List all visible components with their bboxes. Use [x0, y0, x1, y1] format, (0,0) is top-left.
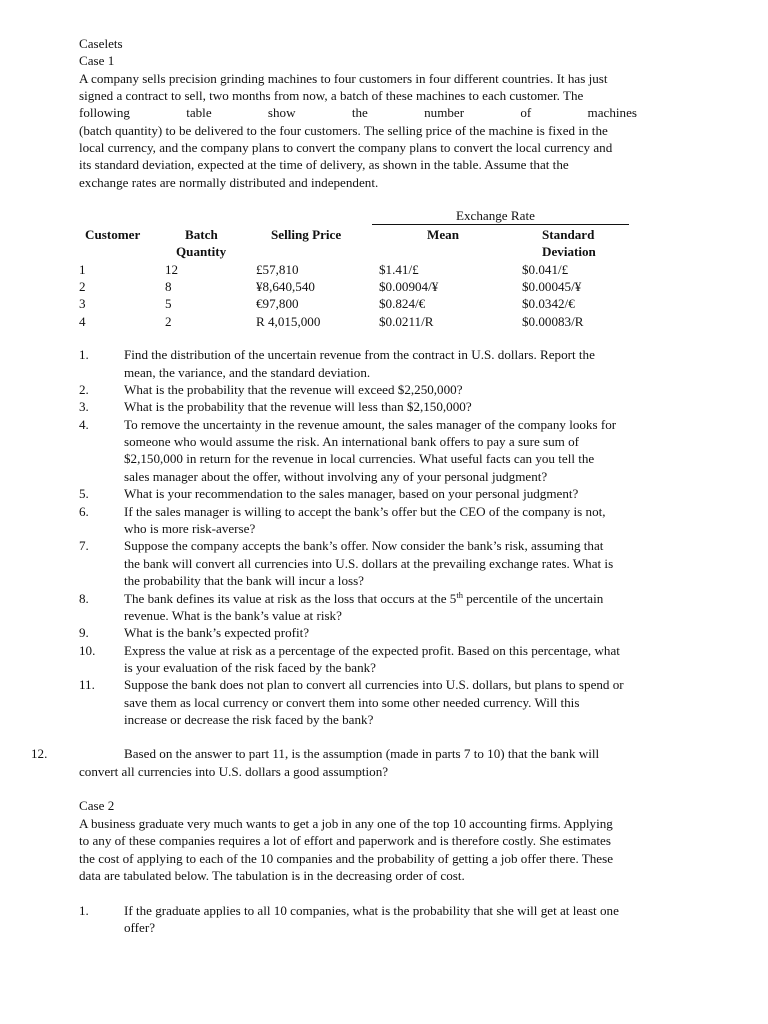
paragraph-line-justified	[79, 104, 637, 121]
question-number: 9.	[79, 625, 89, 640]
question-number: 11.	[79, 677, 95, 692]
question-text: What is the bank’s expected profit?	[124, 625, 310, 640]
question-number: 12.	[31, 746, 48, 761]
paragraph-line: A business graduate very much wants to get a job in any one of the top 10 accounting firms. Applying	[79, 816, 613, 831]
cell-sd: $0.0342/€	[522, 296, 575, 311]
cell-mean: $0.824/€	[379, 296, 426, 311]
column-header-mean: Mean	[427, 227, 459, 242]
column-header-selling-price: Selling Price	[271, 227, 342, 242]
question-text-part: The bank defines its value at risk as the loss that occurs at the 5	[124, 591, 457, 606]
paragraph-line: to any of these companies requires a lot of effort and paperwork and is therefore costly. She estimates	[79, 833, 611, 848]
table-group-header: Exchange Rate	[456, 208, 535, 223]
column-header-deviation: Deviation	[542, 244, 596, 259]
word: show	[267, 105, 296, 120]
question-number: 3.	[79, 399, 89, 414]
question-text: What is the probability that the revenue will less than $2,150,000?	[124, 399, 472, 414]
question-text: offer?	[124, 920, 156, 935]
word: table	[186, 105, 212, 120]
column-header-customer: Customer	[85, 227, 141, 242]
cell-batch: 2	[165, 314, 172, 329]
word: machines	[587, 105, 637, 120]
case1-title: Case 1	[79, 53, 115, 68]
question-text	[124, 590, 603, 607]
cell-price: €97,800	[256, 296, 299, 311]
question-text: someone who would assume the risk. An international bank offers to pay a sure sum of	[124, 434, 580, 449]
cell-batch: 5	[165, 296, 172, 311]
cell-price: £57,810	[256, 262, 299, 277]
question-text: is your evaluation of the risk faced by the bank?	[124, 660, 376, 675]
question-number: 10.	[79, 643, 96, 658]
paragraph-line: signed a contract to sell, two months from now, a batch of these machines to each customer. The	[79, 88, 584, 103]
question-text: convert all currencies into U.S. dollars a good assumption?	[79, 764, 389, 779]
cell-sd: $0.00083/R	[522, 314, 584, 329]
cell-sd: $0.041/£	[522, 262, 569, 277]
question-number: 4.	[79, 417, 89, 432]
word: the	[351, 105, 368, 120]
paragraph-line: data are tabulated below. The tabulation is in the decreasing order of cost.	[79, 868, 465, 883]
cell-mean: $0.0211/R	[379, 314, 434, 329]
question-text: Based on the answer to part 11, is the assumption (made in parts 7 to 10) that the bank will	[124, 746, 600, 761]
question-number: 5.	[79, 486, 89, 501]
question-number: 1.	[79, 347, 89, 362]
question-text: To remove the uncertainty in the revenue amount, the sales manager of the company looks for	[124, 417, 617, 432]
cell-price: ¥8,640,540	[256, 279, 315, 294]
question-number: 1.	[79, 903, 89, 918]
question-text: Find the distribution of the uncertain revenue from the contract in U.S. dollars. Report the	[124, 347, 595, 362]
question-text: mean, the variance, and the standard deviation.	[124, 365, 371, 380]
question-text: the bank will convert all currencies into U.S. dollars at the prevailing exchange rates. What is	[124, 556, 614, 571]
question-text: save them as local currency or convert them into some other needed currency. Will this	[124, 695, 580, 710]
question-text: the probability that the bank will incur a loss?	[124, 573, 364, 588]
question-text: What is the probability that the revenue will exceed $2,250,000?	[124, 382, 463, 397]
question-text: revenue. What is the bank’s value at risk?	[124, 608, 342, 623]
document-heading: Caselets	[79, 36, 123, 51]
cell-mean: $1.41/£	[379, 262, 419, 277]
cell-batch: 12	[165, 262, 179, 277]
question-text: who is more risk-averse?	[124, 521, 256, 536]
column-header-quantity: Quantity	[176, 244, 227, 259]
paragraph-line: local currency, and the company plans to convert the company plans to convert the local currency and	[79, 140, 613, 155]
question-text: increase or decrease the risk faced by the bank?	[124, 712, 374, 727]
question-text: $2,150,000 in return for the revenue in local currencies. What useful facts can you tell the	[124, 451, 595, 466]
paragraph-line: the cost of applying to each of the 10 companies and the probability of getting a job offer there. These	[79, 851, 614, 866]
question-text: Suppose the bank does not plan to convert all currencies into U.S. dollars, but plans to spend or	[124, 677, 624, 692]
paragraph-line: A company sells precision grinding machines to four customers in four different countries. It has just	[79, 71, 608, 86]
cell-sd: $0.00045/¥	[522, 279, 582, 294]
paragraph-line: (batch quantity) to be delivered to the four customers. The selling price of the machine is fixed in the	[79, 123, 608, 138]
question-text: What is your recommendation to the sales manager, based on your personal judgment?	[124, 486, 579, 501]
question-text: If the graduate applies to all 10 companies, what is the probability that she will get at least one	[124, 903, 619, 918]
question-number: 7.	[79, 538, 89, 553]
cell-price: R 4,015,000	[256, 314, 321, 329]
question-number: 2.	[79, 382, 89, 397]
case2-title: Case 2	[79, 798, 115, 813]
group-header-rule	[372, 224, 629, 225]
cell-customer: 1	[79, 262, 86, 277]
paragraph-line: its standard deviation, expected at the time of delivery, as shown in the table. Assume that the	[79, 157, 569, 172]
question-text: Suppose the company accepts the bank’s offer. Now consider the bank’s risk, assuming that	[124, 538, 604, 553]
ordinal-suffix: th	[456, 590, 463, 600]
question-text: sales manager about the offer, without involving any of your personal judgment?	[124, 469, 548, 484]
word: following	[79, 105, 130, 120]
question-text: Express the value at risk as a percentage of the expected profit. Based on this percentage, what	[124, 643, 620, 658]
question-text: If the sales manager is willing to accept the bank’s offer but the CEO of the company is not,	[124, 504, 606, 519]
column-header-batch: Batch	[185, 227, 218, 242]
paragraph-line: exchange rates are normally distributed and independent.	[79, 175, 379, 190]
cell-mean: $0.00904/¥	[379, 279, 439, 294]
word: of	[520, 105, 532, 120]
question-number: 6.	[79, 504, 89, 519]
word: number	[424, 105, 465, 120]
question-number: 8.	[79, 591, 89, 606]
cell-customer: 3	[79, 296, 86, 311]
column-header-standard: Standard	[542, 227, 595, 242]
cell-batch: 8	[165, 279, 172, 294]
cell-customer: 2	[79, 279, 86, 294]
cell-customer: 4	[79, 314, 86, 329]
question-text-part: percentile of the uncertain	[462, 591, 604, 606]
